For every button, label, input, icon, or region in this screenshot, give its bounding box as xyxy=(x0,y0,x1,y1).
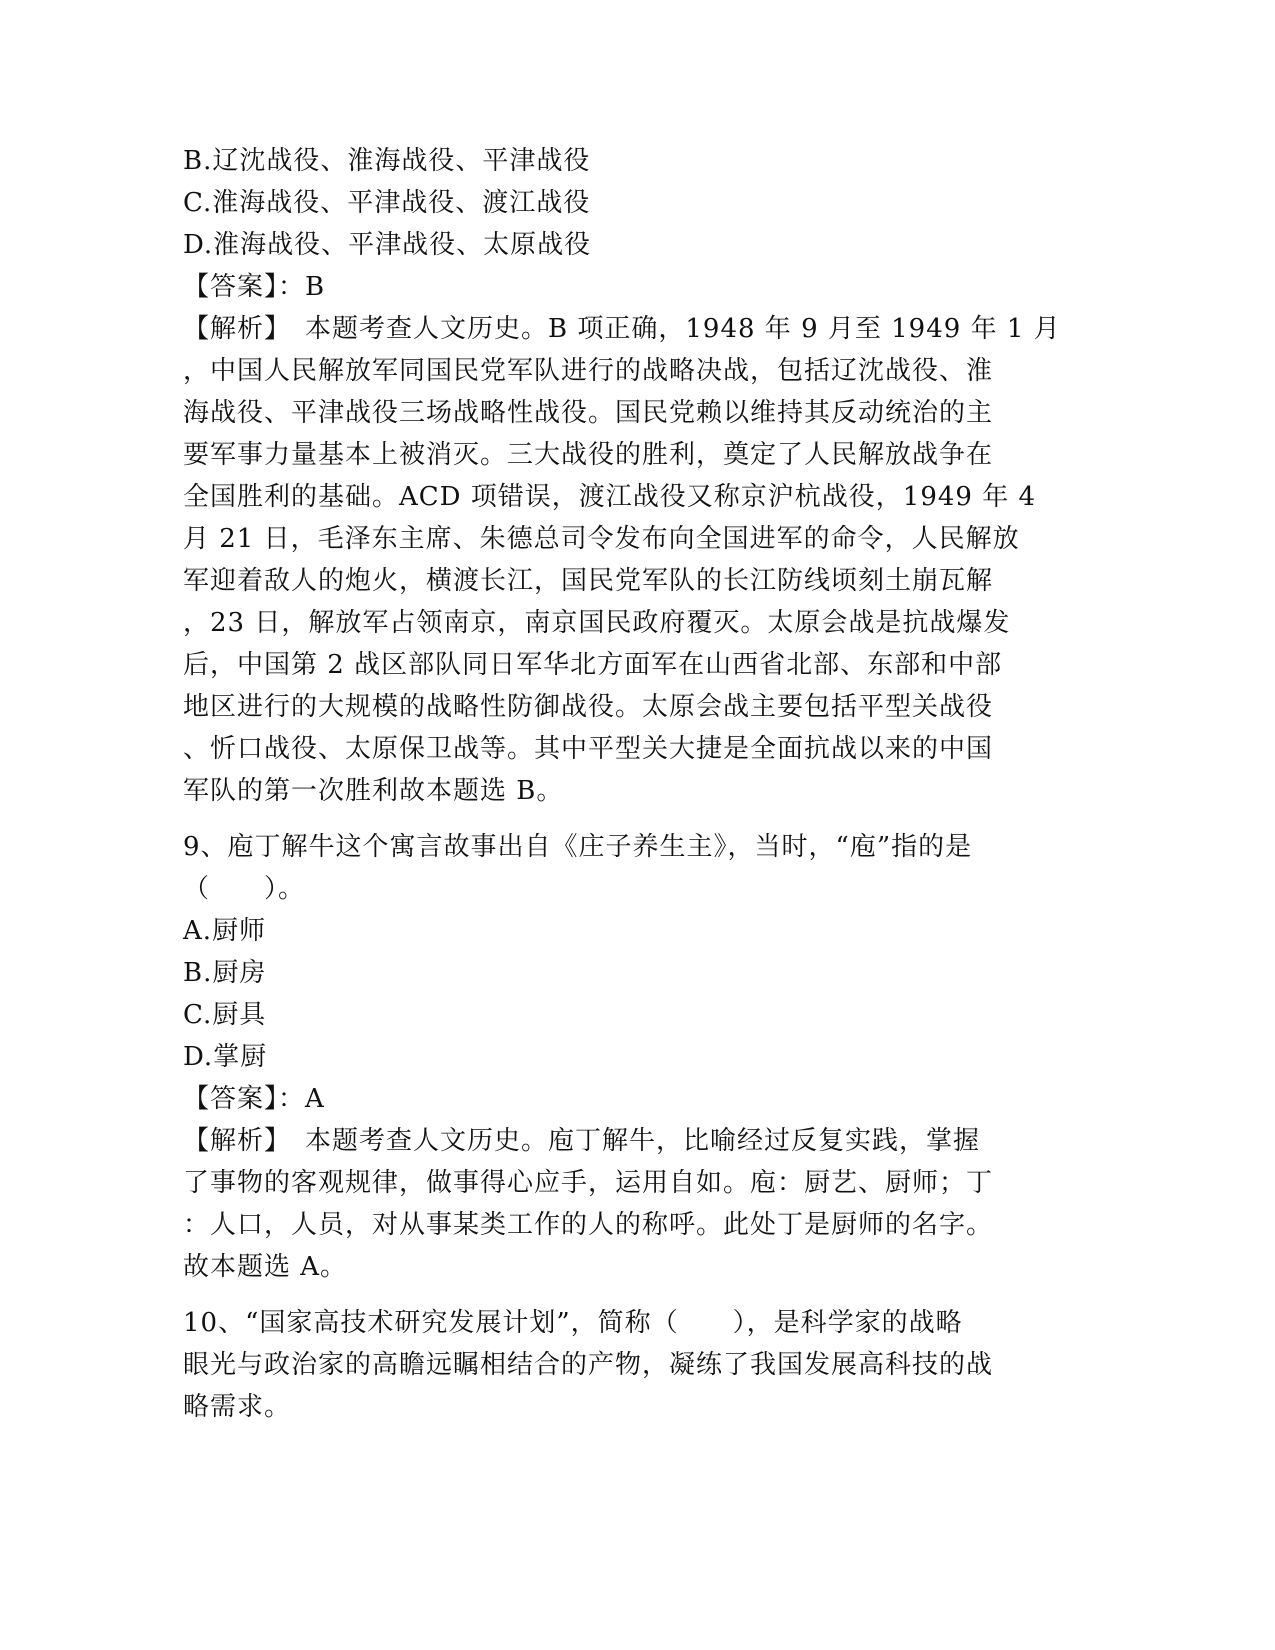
analysis-line: 地区进行的大规模的战略性防御战役。太原会战主要包括平型关战役 xyxy=(183,692,994,722)
question-text: （ ）。 xyxy=(183,874,306,904)
analysis-line: 后，中国第 2 战区部队同日军华北方面军在山西省北部、东部和中部 xyxy=(183,650,1003,680)
analysis-line: 要军事力量基本上被消灭。三大战役的胜利，奠定了人民解放战争在 xyxy=(183,440,994,470)
answer-line: 【答案】：A xyxy=(183,1084,325,1114)
option-c: C.厨具 xyxy=(183,1000,267,1030)
analysis-line: ，23 日，解放军占领南京，南京国民政府覆灭。太原会战是抗战爆发 xyxy=(183,608,1011,638)
option-d: D.淮海战役、平津战役、太原战役 xyxy=(183,230,592,260)
question-9-block xyxy=(183,826,1083,1288)
analysis-line: ，中国人民解放军同国民党军队进行的战略决战，包括辽沈战役、淮 xyxy=(183,356,994,386)
question-text: 眼光与政治家的高瞻远瞩相结合的产物，凝练了我国发展高科技的战 xyxy=(183,1350,994,1380)
option-b: B.厨房 xyxy=(183,958,267,988)
analysis-line: 月 21 日，毛泽东主席、朱德总司令发布向全国进军的命令，人民解放 xyxy=(183,524,1020,554)
analysis-line: 军队的第一次胜利故本题选 B。 xyxy=(183,776,564,806)
question-10-block xyxy=(183,1302,1083,1428)
document-page xyxy=(183,140,1083,1428)
option-b: B.辽沈战役、淮海战役、平津战役 xyxy=(183,146,591,176)
option-c: C.淮海战役、平津战役、渡江战役 xyxy=(183,188,591,218)
option-d: D.掌厨 xyxy=(183,1042,268,1072)
analysis-line: 【解析】 本题考查人文历史。B 项正确，1948 年 9 月至 1949 年 1 月 xyxy=(183,314,1061,344)
spacer xyxy=(183,1288,1083,1302)
analysis-line: 军迎着敌人的炮火，横渡长江，国民党军队的长江防线顷刻土崩瓦解 xyxy=(183,566,994,596)
analysis-line: 了事物的客观规律，做事得心应手，运用自如。庖：厨艺、厨师；丁 xyxy=(183,1168,994,1198)
answer-line: 【答案】：B xyxy=(183,272,326,302)
spacer xyxy=(183,812,1083,826)
analysis-line: 全国胜利的基础。ACD 项错误，渡江战役又称京沪杭战役，1949 年 4 xyxy=(183,482,1037,512)
analysis-line: ：人口，人员，对从事某类工作的人的称呼。此处丁是厨师的名字。 xyxy=(183,1210,994,1240)
analysis-line: 、忻口战役、太原保卫战等。其中平型关大捷是全面抗战以来的中国 xyxy=(183,734,994,764)
question-text: 略需求。 xyxy=(183,1392,292,1422)
analysis-line: 故本题选 A。 xyxy=(183,1252,348,1282)
analysis-line: 海战役、平津战役三场战略性战役。国民党赖以维持其反动统治的主 xyxy=(183,398,994,428)
option-a: A.厨师 xyxy=(183,916,267,946)
question-8-block xyxy=(183,140,1083,812)
analysis-line: 【解析】 本题考查人文历史。庖丁解牛，比喻经过反复实践，掌握 xyxy=(183,1126,981,1156)
question-text: 9、庖丁解牛这个寓言故事出自《庄子养生主》，当时，“庖”指的是 xyxy=(183,832,973,862)
question-text: 10、“国家高技术研究发展计划”，简称（ ），是科学家的战略 xyxy=(183,1308,963,1338)
